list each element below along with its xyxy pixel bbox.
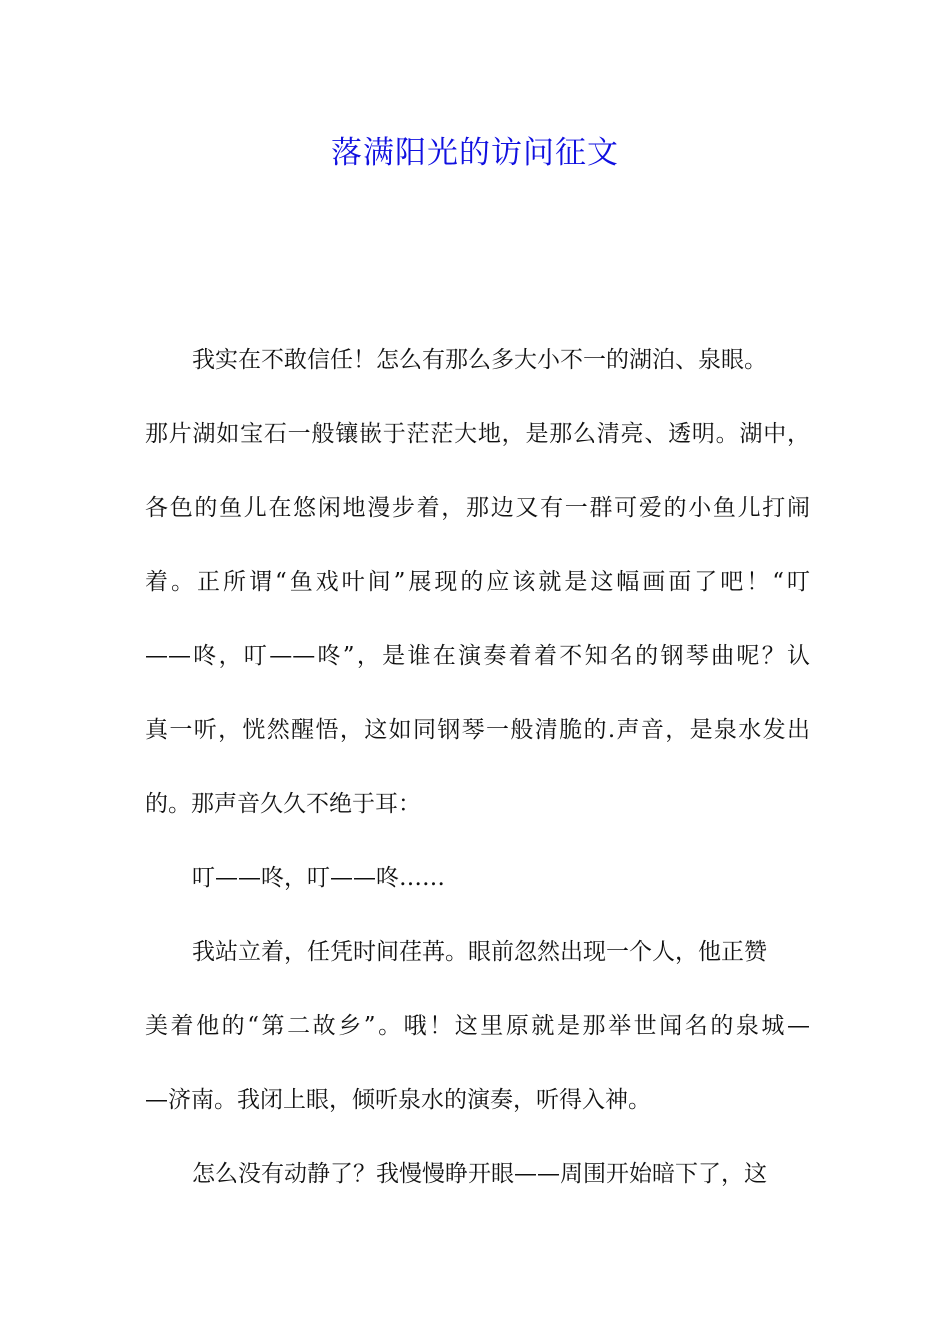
text-line: 我实在不敢信任！怎么有那么多大小不一的湖泊、泉眼。 — [192, 347, 767, 373]
text-line: 的。那声音久久不绝于耳： — [145, 791, 421, 817]
text-line: 美着他的“第二故乡”。哦！这里原就是那举世闻名的泉城— — [145, 1013, 810, 1039]
text-line: 着。正所谓“鱼戏叶间”展现的应该就是这幅画面了吧！“叮 — [145, 569, 810, 595]
text-line: 真一听，恍然醒悟，这如同钢琴一般清脆的.声音，是泉水发出 — [145, 717, 810, 743]
text-line: —济南。我闭上眼，倾听泉水的演奏，听得入神。 — [145, 1087, 651, 1113]
text-line: 我站立着，任凭时间荏苒。眼前忽然出现一个人，他正赞 — [192, 939, 767, 965]
text-line: 各色的鱼儿在悠闲地漫步着，那边又有一群可爱的小鱼儿打闹 — [145, 495, 810, 521]
text-line: 叮——咚，叮——咚…… — [192, 865, 445, 891]
text-line: 那片湖如宝石一般镶嵌于茫茫大地，是那么清亮、透明。湖中， — [145, 421, 810, 447]
text-line: ——咚，叮——咚”，是谁在演奏着着不知名的钢琴曲呢？认 — [145, 643, 810, 669]
document-title: 落满阳光的访问征文 — [331, 135, 619, 171]
document-body — [145, 340, 810, 1228]
text-line: 怎么没有动静了？我慢慢睁开眼——周围开始暗下了，这 — [192, 1161, 767, 1187]
